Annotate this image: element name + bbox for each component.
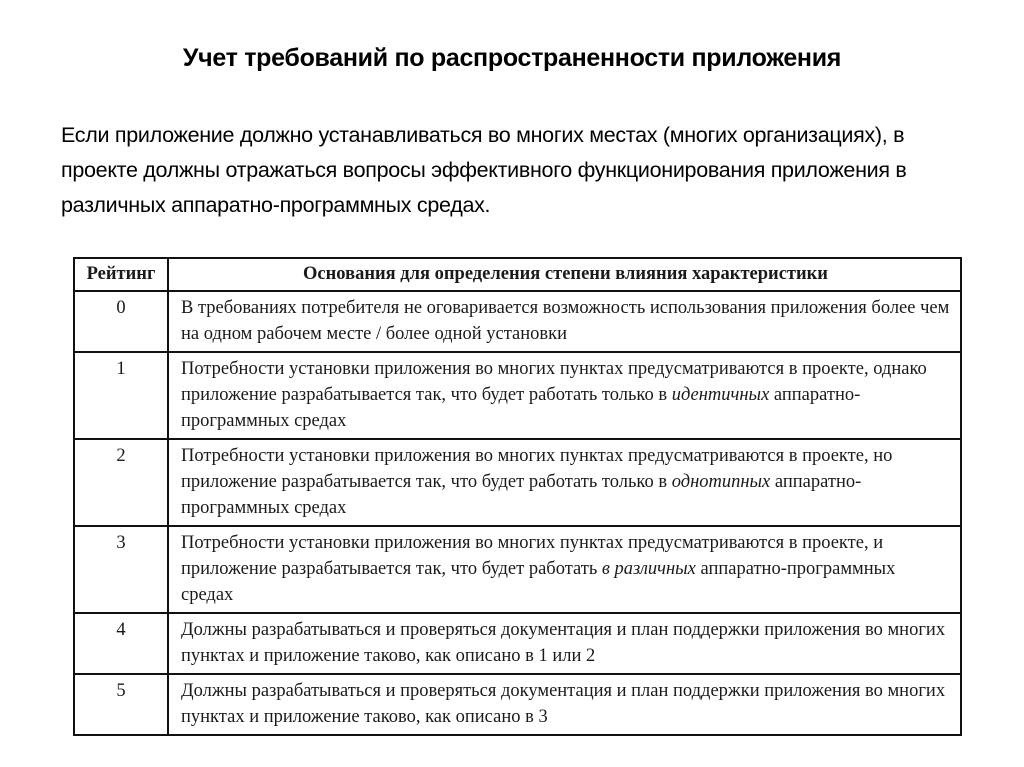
header-rating: Рейтинг: [74, 258, 168, 291]
basis-cell: [168, 526, 961, 613]
rating-cell: 1: [74, 352, 168, 439]
basis-text: аппаратно-программных средах: [181, 559, 896, 605]
basis-cell: [168, 439, 961, 526]
basis-cell: [168, 352, 961, 439]
basis-emphasis: однотипных: [671, 472, 771, 492]
header-basis: Основания для определения степени влияния характеристики: [168, 258, 961, 291]
rating-cell: 2: [74, 439, 168, 526]
basis-text: В требованиях потребителя не оговаривается возможность использования приложения более чем на одном рабочем месте / более одной установки: [181, 298, 950, 344]
rating-cell: 0: [74, 291, 168, 352]
table-row: [74, 613, 961, 674]
basis-text: Должны разрабатываться и проверяться документация и план поддержки приложения во многих пунктах и приложение таково, как описано в 3: [181, 681, 946, 727]
basis-text: аппаратно-программных средах: [181, 385, 861, 431]
rating-cell: 4: [74, 613, 168, 674]
basis-cell: [168, 291, 961, 352]
basis-emphasis: идентичных: [671, 385, 770, 405]
table-row: [74, 352, 961, 439]
table-row: [74, 674, 961, 735]
basis-cell: [168, 613, 961, 674]
table-header-row: [74, 258, 961, 291]
basis-cell: [168, 674, 961, 735]
basis-text: аппаратно-программных средах: [181, 472, 862, 518]
basis-emphasis: в различных: [601, 559, 696, 579]
basis-text: Потребности установки приложения во многих пунктах предусматриваются в проекте, и приложение разрабатывается так, что будет работать: [181, 533, 884, 579]
rating-table: [73, 257, 962, 736]
slide-title: Учет требований по распространенности приложения: [182, 44, 842, 72]
basis-text: Потребности установки приложения во многих пунктах предусматриваются в проекте, но приложение разрабатывается так, что будет работать только в: [181, 446, 893, 492]
basis-text: Потребности установки приложения во многих пунктах предусматриваются в проекте, однако приложение разрабатывается так, что будет работать только в: [181, 359, 927, 405]
table-row: [74, 439, 961, 526]
rating-cell: 3: [74, 526, 168, 613]
table-row: [74, 526, 961, 613]
rating-cell: 5: [74, 674, 168, 735]
basis-text: Должны разрабатываться и проверяться документация и план поддержки приложения во многих пунктах и приложение таково, как описано в 1 или 2: [181, 620, 946, 666]
intro-paragraph: Если приложение должно устанавливаться во многих местах (многих организациях), в проекте должны отражаться вопросы эффективного функционирования приложения в различных аппаратно-программных средах.: [61, 123, 907, 217]
table-row: [74, 291, 961, 352]
